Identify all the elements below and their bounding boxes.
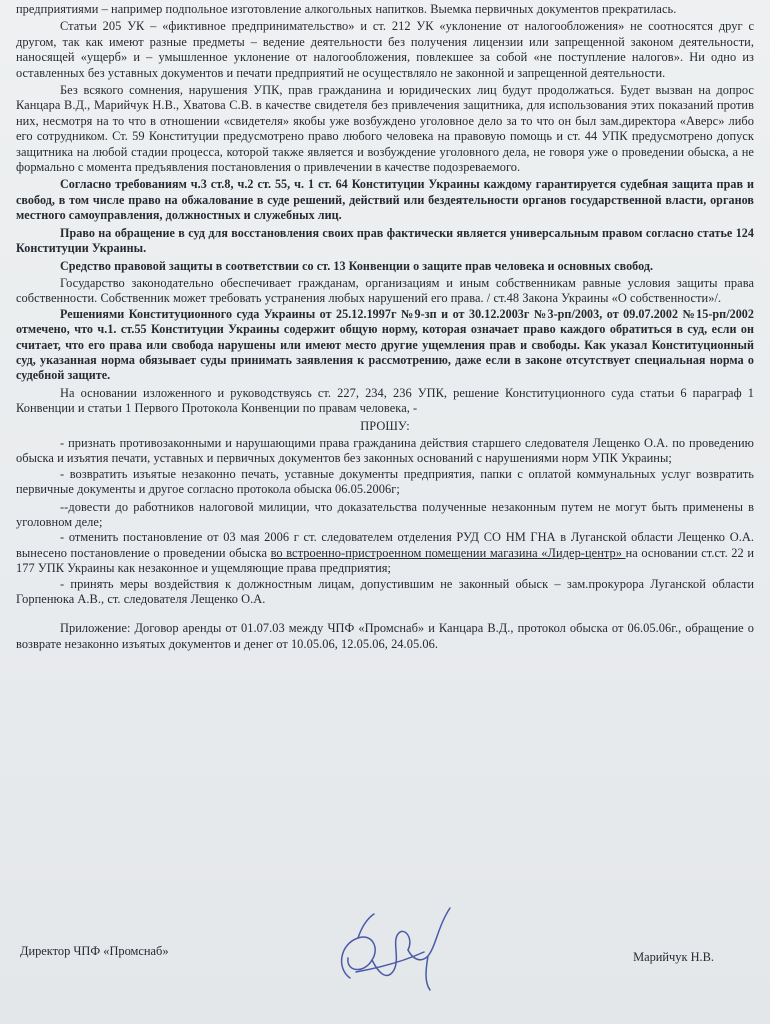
paragraph-1: предприятиями – например подпольное изготовление алкогольных напитков. Выемка первичных документов прекратилась. — [16, 2, 677, 16]
request-item-4-start: - отменить постановление от 03 мая 2006 г ст. следователем отделения РУД СО НМ ГНА в Луганской области Лещенко О.А. вынесено постановление о проведении обыска — [16, 530, 754, 560]
request-item-5: - принять меры воздействия к должностным лицам, допустившим не законный обыск – зам.прокурора Луганской области Горпенюка А.В., ст. следователя Лещенко О.А. — [16, 576, 754, 607]
signer-name: Марийчук Н.В. — [633, 950, 714, 964]
letter-body — [16, 0, 754, 652]
signer-title: Директор ЧПФ «Промснаб» — [20, 944, 169, 958]
paragraph-8-bold: Решениями Конституционного суда Украины от 25.12.1997г №9-зп и от 30.12.2003г №3-рп/2003, от 09.07.2002 №15-рп/2002 отмечено, что ч.1. ст.55 Конституции Украины содержит общую норму, которая означает право каждого обратиться в суд, если он считает, что его права или свобода нарушены или имеют место другие ущемления прав и свободы. Как указал Конституционный суд, указанная норма обязывает суды принимать заявления к рассмотрению, даже если в законе отсутствует специальная норма о судебной защите. — [16, 306, 754, 383]
paragraph-6-bold: Средство правовой защиты в соответствии со ст. 13 Конвенции о защите прав человека и основных свобод. — [60, 258, 654, 273]
request-item-4-end: на основании ст.ст. 22 и 177 УПК Украины как незаконное и ущемляющие права предприятия; — [16, 545, 754, 576]
paragraph-2: Статьи 205 УК – «фиктивное предпринимательство» и ст. 212 УК «уклонение от налогообложения» не соотносятся друг с другом, так как имеют разные предметы – ведение деятельности без получения лицензии или запрещенной законом деятельности, наносящей «ущерб» и – умышленное уклонение от налогообложения, повлекшее за собой «не поступление налогов». Ни одно из оставленных без уставных документов и печати предприятий не осуществляло не законной и запрещенной деятельности. — [16, 19, 754, 80]
request-item-2: - возвратить изъятые незаконно печать, уставные документы предприятия, папки с оплатой коммунальных услуг возвратить первичные документы и другое согласно протокола обыска 06.05.2006г; — [16, 466, 754, 497]
handwritten-signature — [328, 898, 472, 994]
request-item-1: - признать противозаконными и нарушающими права гражданина действия старшего следователя Лещенко О.А. по проведению обыска и изъятия печати, уставных и первичных документов без законных оснований с нарушениями норм УПК Украины; — [16, 435, 754, 466]
paragraph-9: На основании изложенного и руководствуясь ст. 227, 234, 236 УПК, решение Конституционного суда статьи 6 параграф 1 Конвенции и статьи 1 Первого Протокола Конвенции по правам человека, - — [16, 385, 754, 416]
request-heading: ПРОШУ: — [360, 418, 410, 433]
paragraph-7: Государство законодательно обеспечивает гражданам, организациям и иным собственникам равные условия защиты права собственности. Собственник может требовать устранения любых нарушений его права. / ст.48 Закона Украины «О собственности»/. — [16, 275, 754, 306]
request-item-3: --довести до работников налоговой милиции, что доказательства полученные незаконным путем не могут быть применены в уголовном деле; — [16, 499, 754, 529]
appendix: Приложение: Договор аренды от 01.07.03 между ЧПФ «Промснаб» и Канцара В.Д., протокол обыска от 06.05.06г., обращение о возврате незаконно изъятых документов и денег от 10.05.06, 12.05.06, 24.05.06. — [16, 621, 754, 651]
paragraph-5-bold: Право на обращение в суд для восстановления своих прав фактически является универсальным правом согласно статье 124 Конституции Украины. — [16, 225, 754, 256]
request-item-4 — [16, 530, 754, 576]
paragraph-3: Без всякого сомнения, нарушения УПК, прав гражданина и юридических лиц будут продолжаться. Будет вызван на допрос Канцара В.Д., Марийчук Н.В., Хватова С.В. в качестве свидетеля без привлечения защитника, для использования этих показаний против них, несмотря на то что в отношении «свидетеля» якобы уже возбуждено уголовное дело за то что он был зам.директора «Аверс» либо его сотрудником. Ст. 59 Конституции предусмотрено право любого человека на правовую помощь и ст. 44 УПК предусмотрено допуск защитника на любой стадии процесса, которой также является и возбуждение уголовного дела, не говоря уже о проведении обыска, а не формально с момента предъявления постановления о привлечении в качестве подозреваемого. — [16, 83, 754, 175]
request-item-4-underlined: во встроенно-пристроенном помещении магазина «Лидер-центр» — [270, 545, 626, 560]
paragraph-4-bold: Согласно требованиям ч.3 ст.8, ч.2 ст. 55, ч. 1 ст. 64 Конституции Украины каждому гарантируется судебная защита прав и свобод, в том числе право на обжалование в суде решений, действий или бездеятельности органов государственной власти, органов местного самоуправления, должностных и служебных лиц. — [16, 177, 754, 223]
